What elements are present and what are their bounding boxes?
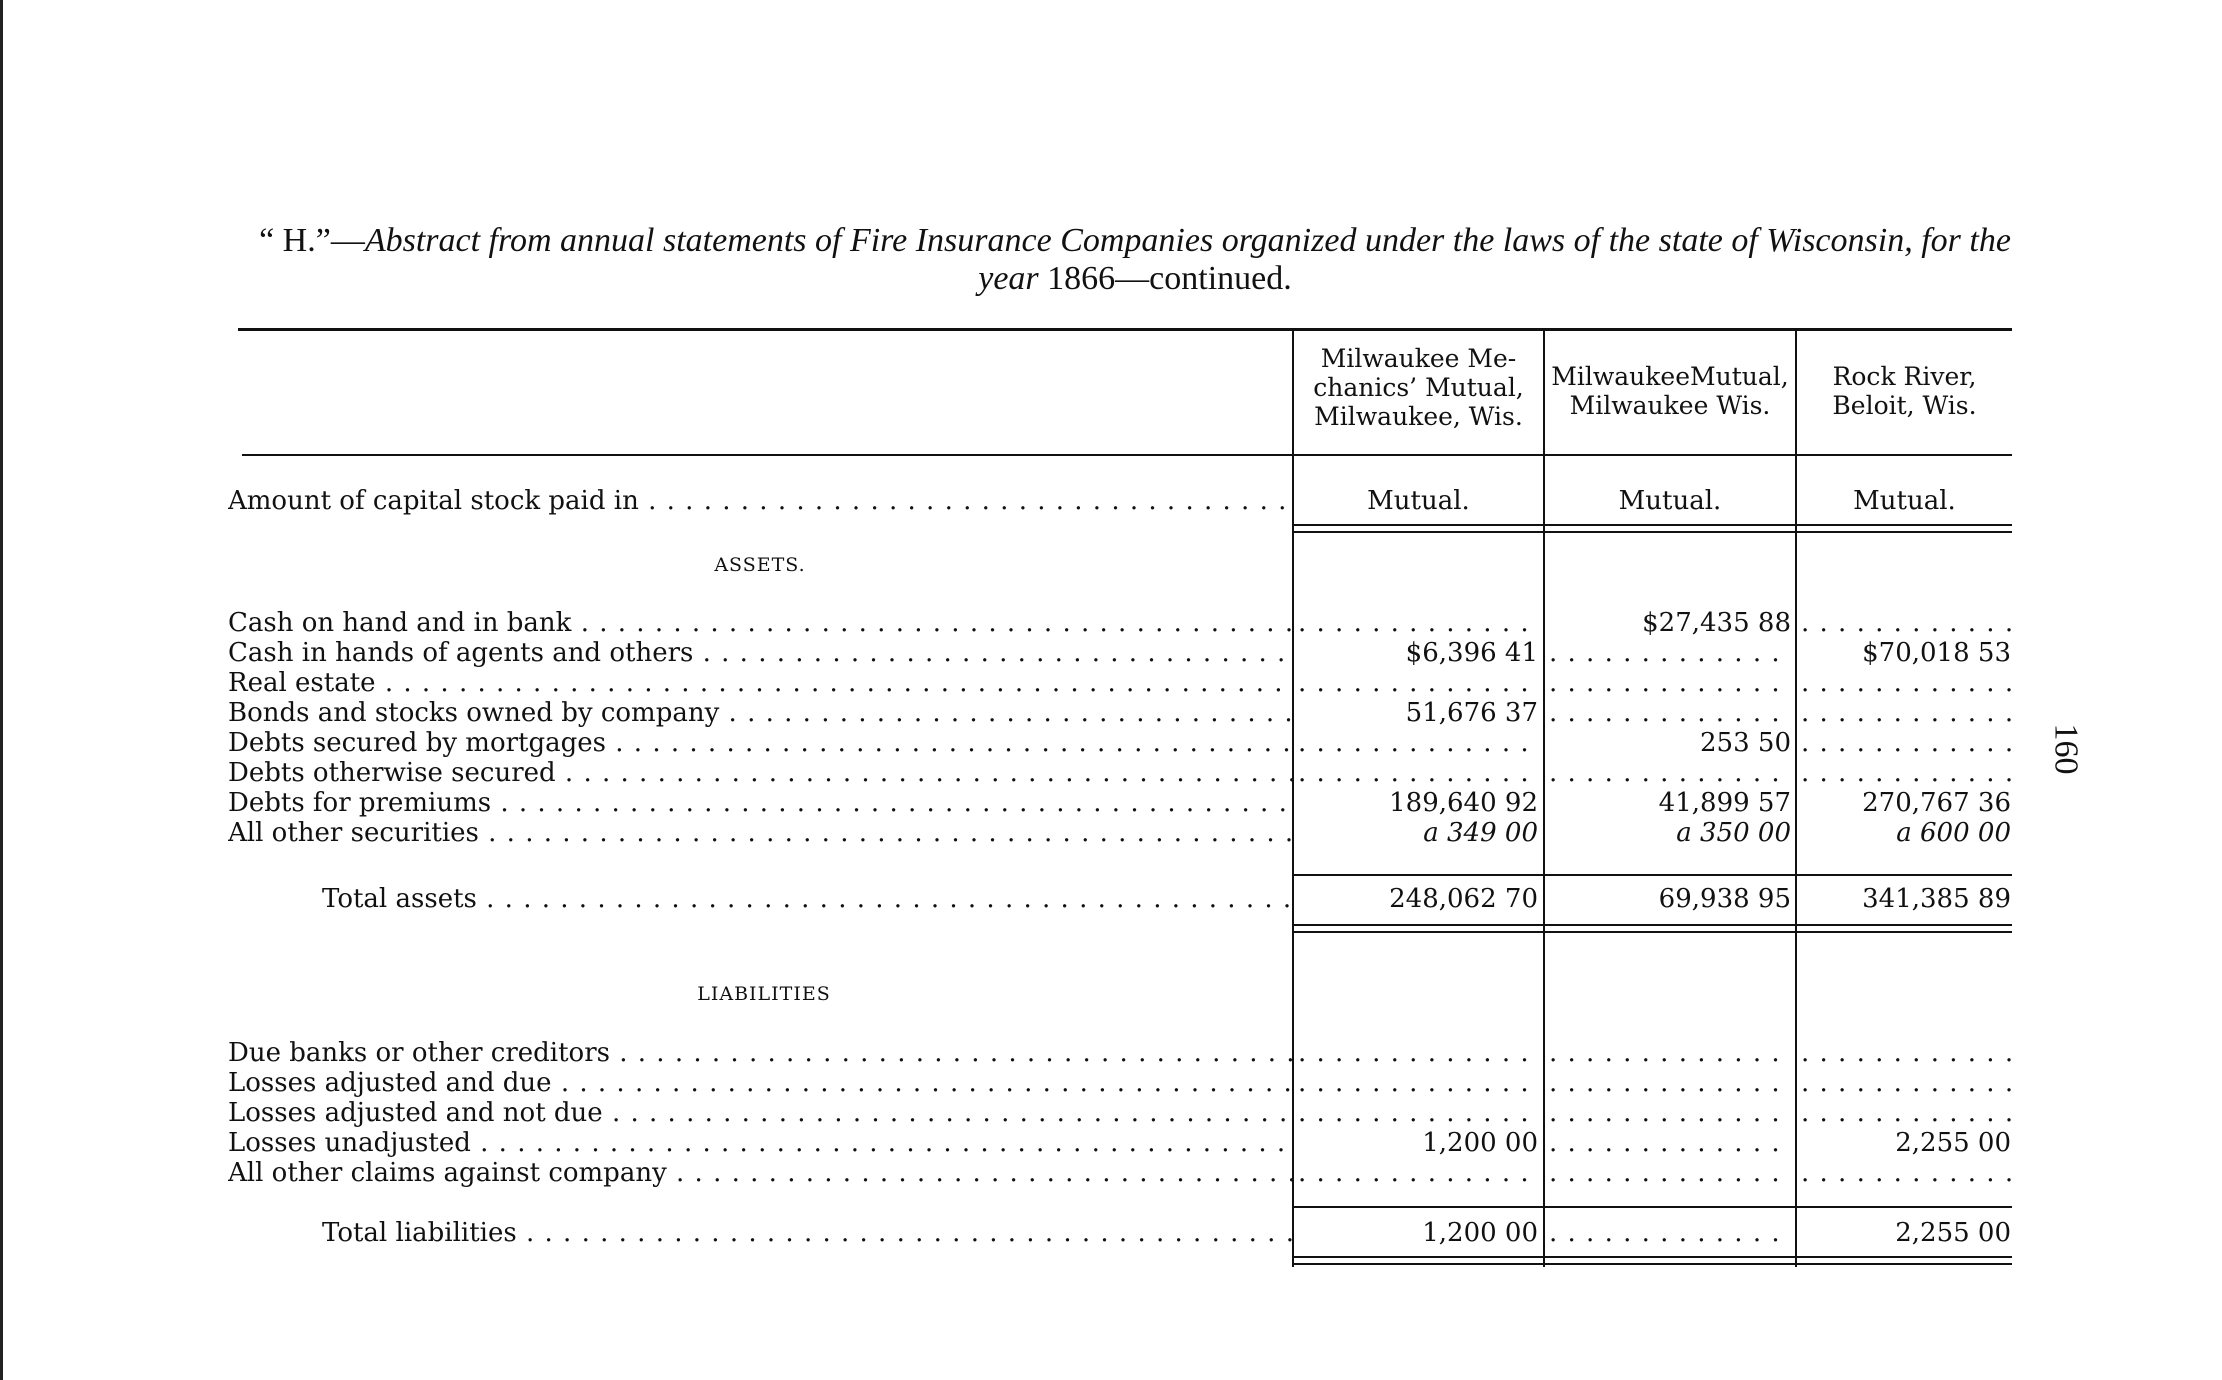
table-caption <box>240 222 2030 298</box>
row-label-other-securities: All other securities . . . <box>228 818 1292 848</box>
cell-total-assets-col1: 248,062 70 <box>1389 884 1538 914</box>
cell-losses-adjusted-due-col2 <box>1549 1068 1791 1098</box>
cell-total-liabilities-col3: 2,255 00 <box>1895 1218 2011 1248</box>
cell-cash-on-hand-col3 <box>1801 608 2011 638</box>
column-divider-1 <box>1292 330 1294 1267</box>
cell-other-claims-col2 <box>1549 1158 1791 1188</box>
total-liabilities-rule-2 <box>1294 1263 2012 1265</box>
cell-cash-agents-col1: $6,396 41 <box>1405 638 1538 668</box>
column-divider-3 <box>1795 330 1797 1267</box>
cell-other-claims-col3 <box>1801 1158 2011 1188</box>
cell-debts-mortgages-col1 <box>1298 728 1538 758</box>
cell-cash-agents-col2 <box>1549 638 1791 668</box>
caption-suffix: —continued. <box>1115 260 1292 297</box>
row-label-total-liabilities: Total liabilities . . . <box>322 1218 1292 1248</box>
cell-debts-premiums-col1: 189,640 92 <box>1389 788 1538 818</box>
row-label-capital: Amount of capital stock paid in . . . <box>228 486 1292 516</box>
page-edge-line <box>0 0 3 1380</box>
total-assets-rule-2 <box>1294 931 2012 933</box>
cell-bonds-stocks-col2 <box>1549 698 1791 728</box>
caption-year: 1866 <box>1038 260 1116 297</box>
page-number: 160 <box>2047 723 2085 775</box>
cell-losses-adjusted-not-due-col2 <box>1549 1098 1791 1128</box>
row-label-real-estate: Real estate . . . <box>228 668 1292 698</box>
cell-losses-adjusted-due-col1 <box>1298 1068 1538 1098</box>
header-bottom-rule <box>242 454 2012 456</box>
cell-bonds-stocks-col1: 51,676 37 <box>1405 698 1538 728</box>
cell-losses-unadjusted-col3: 2,255 00 <box>1895 1128 2011 1158</box>
cell-debts-mortgages-col3 <box>1801 728 2011 758</box>
column-header-milwaukee-mechanics: Milwaukee Me- chanics’ Mutual, Milwaukee, Wis. <box>1313 344 1524 431</box>
cell-capital-col2: Mutual. <box>1618 486 1722 516</box>
cell-debts-premiums-col3: 270,767 36 <box>1862 788 2011 818</box>
cell-losses-adjusted-due-col3 <box>1801 1068 2011 1098</box>
cell-cash-on-hand-col2: $27,435 88 <box>1642 608 1791 638</box>
row-label-cash-agents: Cash in hands of agents and others . . . <box>228 638 1292 668</box>
cell-real-estate-col1 <box>1298 668 1538 698</box>
column-header-milwaukee-mutual: MilwaukeeMutual, Milwaukee Wis. <box>1551 362 1789 420</box>
row-label-bonds-stocks: Bonds and stocks owned by company . . . <box>228 698 1292 728</box>
cell-other-securities-col2: a 350 00 <box>1676 818 1791 848</box>
row-label-debts-otherwise: Debts otherwise secured . . . <box>228 758 1292 788</box>
caption-title: Abstract from annual statements of Fire Insurance Companies organized under the laws of the state of Wisconsin, for the year <box>364 222 2011 297</box>
column-header-rock-river: Rock River, Beloit, Wis. <box>1832 362 1977 420</box>
cell-due-banks-col2 <box>1549 1038 1791 1068</box>
cell-capital-col1: Mutual. <box>1367 486 1470 516</box>
capital-rule-1 <box>1294 524 2012 526</box>
cell-capital-col3: Mutual. <box>1853 486 1956 516</box>
cell-debts-otherwise-col2 <box>1549 758 1791 788</box>
top-rule <box>238 328 2012 331</box>
cell-total-assets-col3: 341,385 89 <box>1862 884 2011 914</box>
row-label-losses-adjusted-not-due: Losses adjusted and not due . . . <box>228 1098 1292 1128</box>
cell-debts-premiums-col2: 41,899 57 <box>1658 788 1791 818</box>
assets-rule <box>1294 874 2012 876</box>
assets-heading: ASSETS. <box>714 554 806 576</box>
cell-other-securities-col1: a 349 00 <box>1423 818 1538 848</box>
cell-losses-adjusted-not-due-col1 <box>1298 1098 1538 1128</box>
cell-due-banks-col3 <box>1801 1038 2011 1068</box>
cell-debts-otherwise-col1 <box>1298 758 1538 788</box>
column-divider-2 <box>1543 330 1545 1267</box>
cell-losses-unadjusted-col1: 1,200 00 <box>1422 1128 1538 1158</box>
cell-other-securities-col3: a 600 00 <box>1896 818 2011 848</box>
cell-total-assets-col2: 69,938 95 <box>1658 884 1791 914</box>
row-label-due-banks: Due banks or other creditors . . . <box>228 1038 1292 1068</box>
cell-losses-adjusted-not-due-col3 <box>1801 1098 2011 1128</box>
row-label-other-claims: All other claims against company . . . <box>228 1158 1292 1188</box>
row-label-cash-on-hand: Cash on hand and in bank . . . <box>228 608 1292 638</box>
cell-total-liabilities-col2 <box>1549 1218 1791 1248</box>
capital-rule-2 <box>1294 531 2012 533</box>
cell-losses-unadjusted-col2 <box>1549 1128 1791 1158</box>
row-label-total-assets: Total assets . . . <box>322 884 1292 914</box>
cell-cash-on-hand-col1 <box>1298 608 1538 638</box>
cell-total-liabilities-col1: 1,200 00 <box>1422 1218 1538 1248</box>
caption-prefix: “ H.”— <box>259 222 365 259</box>
liabilities-rule <box>1294 1206 2012 1208</box>
cell-due-banks-col1 <box>1298 1038 1538 1068</box>
total-assets-rule-1 <box>1294 924 2012 926</box>
row-label-losses-unadjusted: Losses unadjusted . . . <box>228 1128 1292 1158</box>
row-label-losses-adjusted-due: Losses adjusted and due . . . <box>228 1068 1292 1098</box>
cell-bonds-stocks-col3 <box>1801 698 2011 728</box>
row-label-debts-mortgages: Debts secured by mortgages . . . <box>228 728 1292 758</box>
cell-debts-otherwise-col3 <box>1801 758 2011 788</box>
cell-real-estate-col2 <box>1549 668 1791 698</box>
cell-cash-agents-col3: $70,018 53 <box>1862 638 2011 668</box>
cell-real-estate-col3 <box>1801 668 2011 698</box>
cell-other-claims-col1 <box>1298 1158 1538 1188</box>
row-label-debts-premiums: Debts for premiums . . . <box>228 788 1292 818</box>
liabilities-heading: LIABILITIES <box>697 983 831 1005</box>
total-liabilities-rule-1 <box>1294 1256 2012 1258</box>
cell-debts-mortgages-col2: 253 50 <box>1700 728 1791 758</box>
